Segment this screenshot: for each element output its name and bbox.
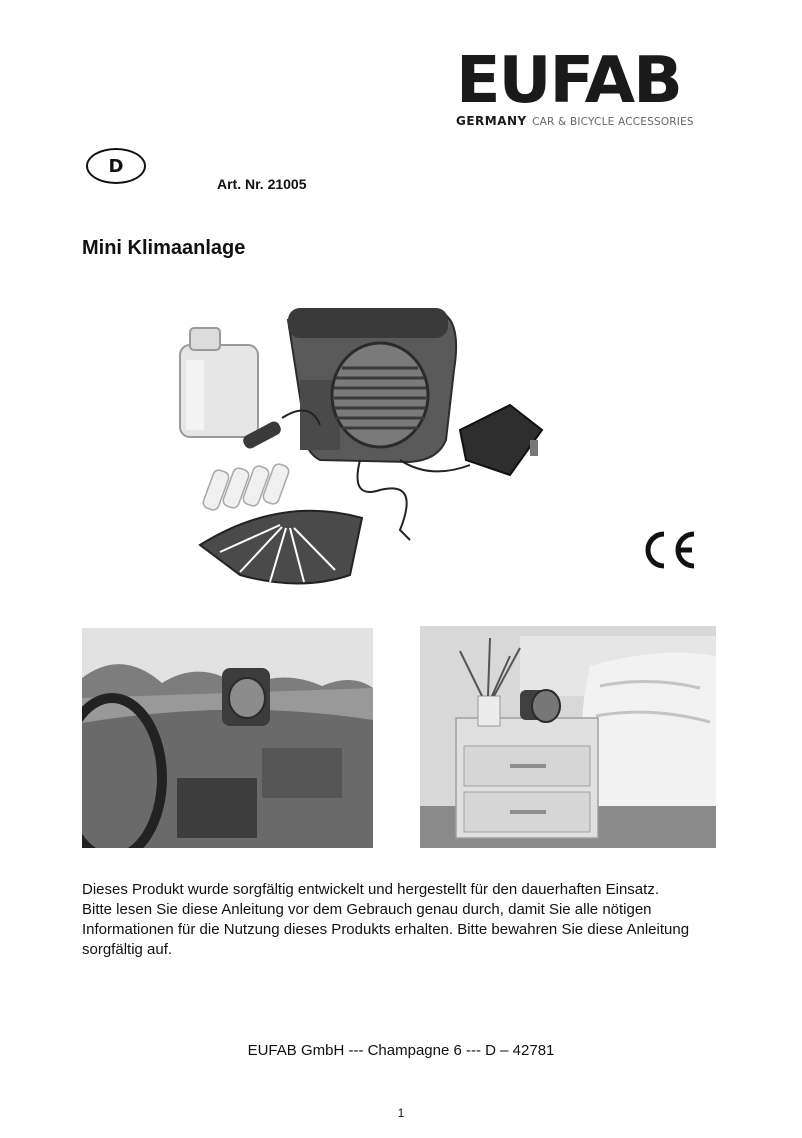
country-code: D — [108, 155, 124, 177]
bedroom-nightstand-photo — [420, 626, 716, 848]
footer-address: EUFAB GmbH --- Champagne 6 --- D – 42781 — [247, 1042, 555, 1059]
mounting-plate-image — [200, 511, 362, 584]
article-number: Art. Nr. 21005 — [217, 176, 307, 192]
power-adapter-image — [460, 405, 542, 475]
document-title: Mini Klimaanlage — [82, 237, 246, 259]
car-dashboard-photo — [82, 628, 373, 848]
water-tank-image — [180, 328, 258, 437]
brand-subline — [456, 114, 752, 128]
country-code-badge — [86, 148, 146, 184]
brand-tagline: CAR & BICYCLE ACCESSORIES — [532, 116, 694, 128]
air-cooler-unit-image — [288, 308, 456, 462]
brand-logo — [456, 44, 752, 130]
brand-country: GERMANY — [456, 114, 527, 128]
brand-name: EUFAB — [456, 44, 681, 118]
intro-line: sorgfältig auf. — [82, 941, 173, 958]
foam-filters-image — [202, 462, 291, 511]
page-number: 1 — [397, 1106, 405, 1120]
intro-line: Informationen für die Nutzung dieses Produkts erhalten. Bitte bewahren Sie diese Anleitung — [82, 921, 690, 938]
product-illustration — [170, 300, 590, 600]
intro-line: Bitte lesen Sie diese Anleitung vor dem Gebrauch genau durch, damit Sie alle nötigen — [82, 901, 652, 918]
intro-line: Dieses Produkt wurde sorgfältig entwickelt und hergestellt für den dauerhaften Einsatz. — [82, 881, 659, 898]
intro-text — [82, 880, 762, 960]
ce-mark-icon — [640, 528, 700, 572]
